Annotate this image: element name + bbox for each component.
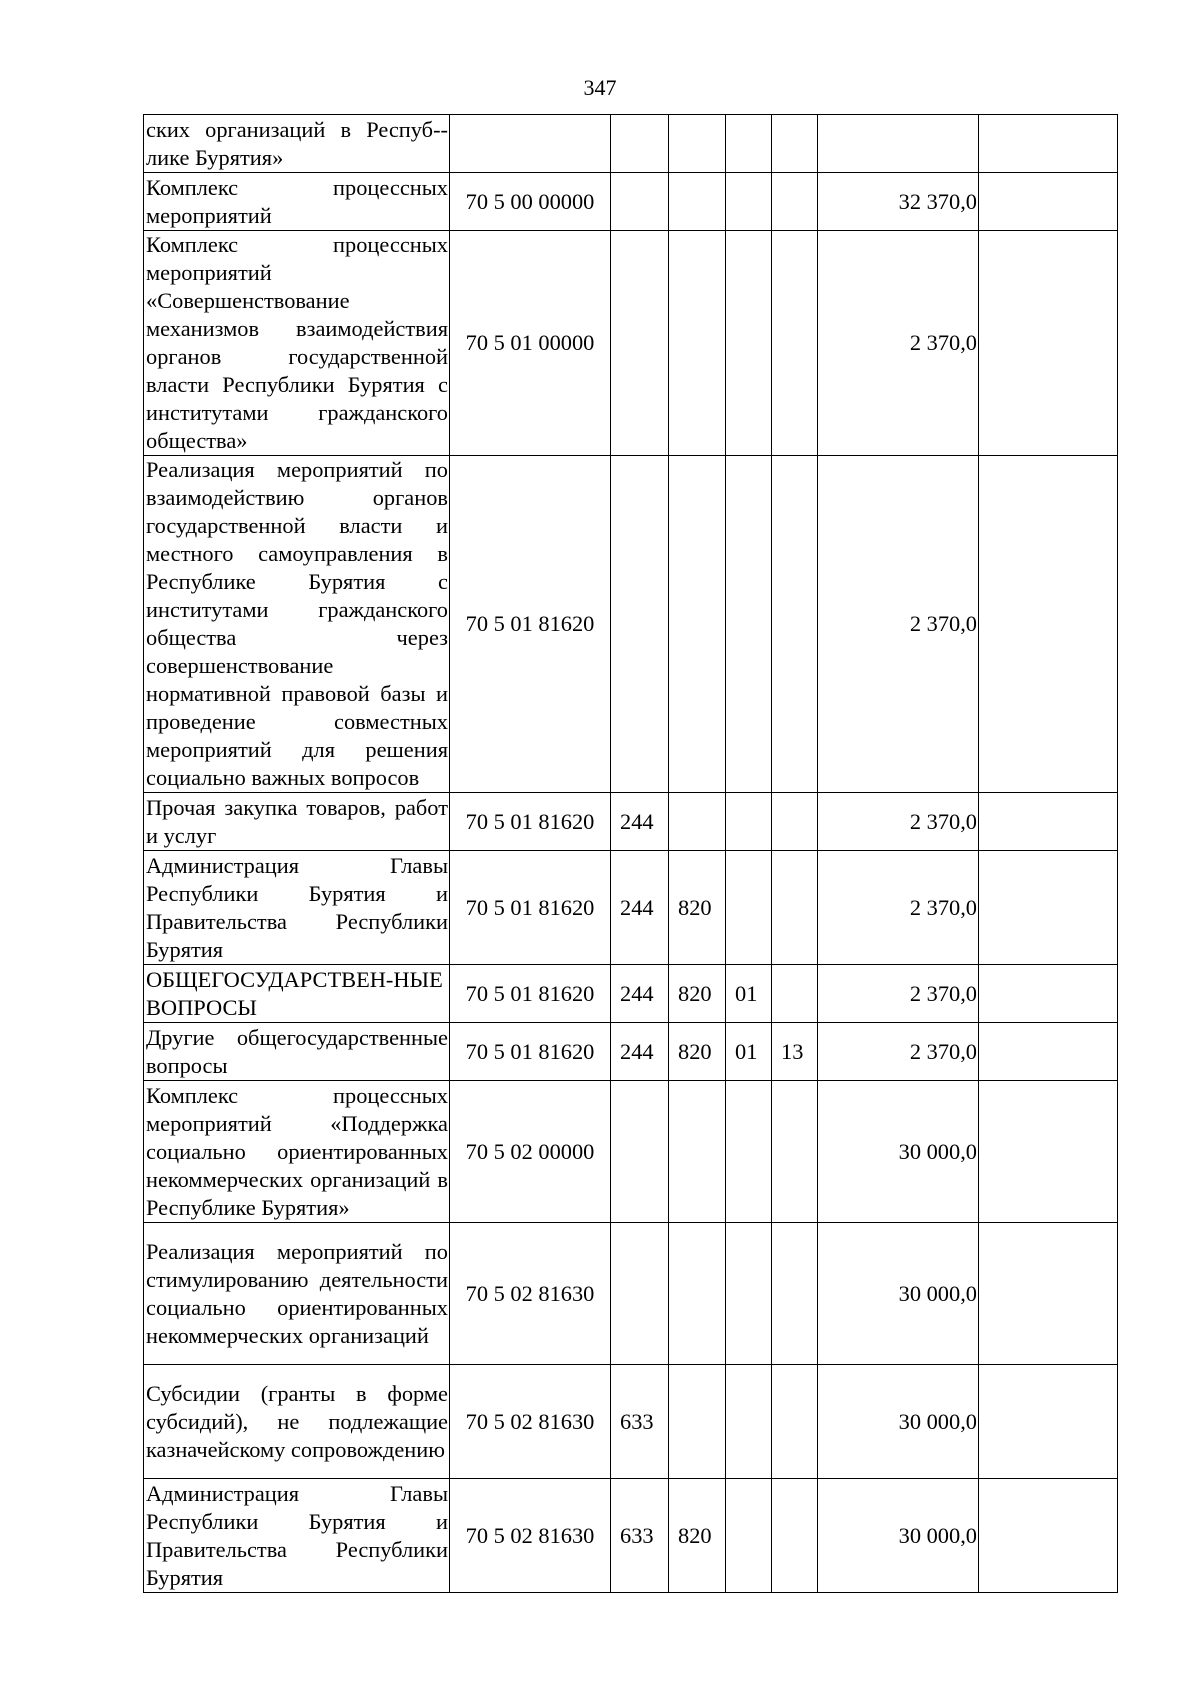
row-pr-cell <box>772 231 818 456</box>
row-rz-cell <box>726 173 772 231</box>
row-extra-cell <box>979 793 1118 851</box>
row-pr-cell <box>772 1479 818 1593</box>
table-row <box>144 1081 1118 1223</box>
row-rz-cell <box>726 231 772 456</box>
row-name-cell <box>144 965 450 1023</box>
row-name-cell <box>144 793 450 851</box>
row-grbs-cell: 820 <box>669 965 726 1023</box>
table-row <box>144 793 1118 851</box>
row-rz-cell <box>726 1365 772 1479</box>
row-vr-cell <box>611 231 669 456</box>
row-name: Реализация мероприятий по стимулированию деятельности социально ориентированных некоммерческих организаций <box>146 1238 448 1348</box>
row-grbs-cell <box>669 231 726 456</box>
row-name-cell <box>144 1365 450 1479</box>
row-pr-cell <box>772 456 818 793</box>
row-code-cell <box>450 115 611 173</box>
row-pr-cell <box>772 115 818 173</box>
row-amount-cell: 2 370,0 <box>818 965 979 1023</box>
page-number: 347 <box>583 75 617 100</box>
row-name-cell <box>144 456 450 793</box>
row-amount-cell: 2 370,0 <box>818 851 979 965</box>
row-extra-cell <box>979 1479 1118 1593</box>
row-vr-cell <box>611 1223 669 1365</box>
row-rz-cell: 01 <box>726 965 772 1023</box>
row-code-cell: 70 5 01 81620 <box>450 456 611 793</box>
row-name-cell <box>144 851 450 965</box>
row-code-cell: 70 5 02 00000 <box>450 1081 611 1223</box>
row-pr-cell <box>772 1365 818 1479</box>
row-extra-cell <box>979 173 1118 231</box>
row-extra-cell <box>979 1365 1118 1479</box>
table-row <box>144 456 1118 793</box>
row-name: Прочая закупка товаров, работ и услуг <box>146 794 448 848</box>
row-name: ОБЩЕГОСУДАРСТВЕН-НЫЕ ВОПРОСЫ <box>146 966 443 1020</box>
row-extra-cell <box>979 851 1118 965</box>
row-grbs-cell <box>669 793 726 851</box>
row-code-cell: 70 5 02 81630 <box>450 1223 611 1365</box>
row-extra-cell <box>979 965 1118 1023</box>
row-amount-cell: 2 370,0 <box>818 793 979 851</box>
row-grbs-cell: 820 <box>669 851 726 965</box>
table-row <box>144 1479 1118 1593</box>
row-name-cell <box>144 1081 450 1223</box>
row-code-cell: 70 5 01 81620 <box>450 793 611 851</box>
row-extra-cell <box>979 1081 1118 1223</box>
row-name: ских организаций в Респуб-лике Бурятия» <box>146 116 448 170</box>
budget-table <box>143 114 1118 1593</box>
row-name: Администрация Главы Республики Бурятия и Правительства Республики Бурятия <box>146 1480 448 1590</box>
row-vr-cell <box>611 1081 669 1223</box>
row-code-cell: 70 5 01 00000 <box>450 231 611 456</box>
table-row <box>144 851 1118 965</box>
row-grbs-cell: 820 <box>669 1023 726 1081</box>
table-row <box>144 173 1118 231</box>
row-grbs-cell <box>669 1081 726 1223</box>
row-grbs-cell <box>669 173 726 231</box>
row-name-cell <box>144 115 450 173</box>
row-rz-cell <box>726 851 772 965</box>
row-amount-cell: 30 000,0 <box>818 1081 979 1223</box>
row-name-cell <box>144 231 450 456</box>
row-rz-cell <box>726 793 772 851</box>
row-vr-cell: 244 <box>611 851 669 965</box>
row-name-cell <box>144 173 450 231</box>
row-extra-cell <box>979 231 1118 456</box>
row-extra-cell <box>979 1023 1118 1081</box>
row-extra-cell <box>979 1223 1118 1365</box>
row-code-cell: 70 5 00 00000 <box>450 173 611 231</box>
row-code-cell: 70 5 02 81630 <box>450 1479 611 1593</box>
row-name: Комплекс процессных мероприятий <box>146 174 448 228</box>
row-amount-cell: 32 370,0 <box>818 173 979 231</box>
table-row <box>144 1365 1118 1479</box>
row-vr-cell: 244 <box>611 965 669 1023</box>
row-vr-cell <box>611 115 669 173</box>
row-name-cell <box>144 1223 450 1365</box>
row-vr-cell <box>611 173 669 231</box>
row-name: Администрация Главы Республики Бурятия и Правительства Республики Бурятия <box>146 852 448 962</box>
budget-table-body <box>144 115 1118 1593</box>
row-pr-cell <box>772 793 818 851</box>
row-name: Комплекс процессных мероприятий «Совершенствование механизмов взаимодействия органов государственной власти Республики Бурятия с институтами гражданского общества» <box>146 232 448 453</box>
row-extra-cell <box>979 115 1118 173</box>
row-name: Комплекс процессных мероприятий «Поддержка социально ориентированных некоммерческих организаций в Республике Бурятия» <box>146 1082 448 1220</box>
row-pr-cell <box>772 1223 818 1365</box>
row-grbs-cell <box>669 115 726 173</box>
row-code-cell: 70 5 01 81620 <box>450 1023 611 1081</box>
row-name: Субсидии (гранты в форме субсидий), не подлежащие казначейскому сопровождению <box>146 1380 448 1462</box>
row-grbs-cell <box>669 1365 726 1479</box>
row-pr-cell <box>772 851 818 965</box>
row-name-cell <box>144 1479 450 1593</box>
row-name: Реализация мероприятий по взаимодействию органов государственной власти и местного самоуправления в Республике Бурятия с институтами гражданского общества через совершенствование нормативной правовой базы и проведение совместных мероприятий для решения социально важных вопросов <box>146 457 448 790</box>
row-code-cell: 70 5 01 81620 <box>450 851 611 965</box>
row-vr-cell: 244 <box>611 1023 669 1081</box>
row-rz-cell <box>726 1479 772 1593</box>
table-row <box>144 965 1118 1023</box>
row-grbs-cell: 820 <box>669 1479 726 1593</box>
row-extra-cell <box>979 456 1118 793</box>
row-amount-cell: 30 000,0 <box>818 1479 979 1593</box>
row-amount-cell: 30 000,0 <box>818 1223 979 1365</box>
row-code-cell: 70 5 01 81620 <box>450 965 611 1023</box>
row-rz-cell <box>726 115 772 173</box>
row-pr-cell <box>772 173 818 231</box>
row-vr-cell: 633 <box>611 1365 669 1479</box>
row-pr-cell <box>772 965 818 1023</box>
row-rz-cell <box>726 1223 772 1365</box>
row-name: Другие общегосударственные вопросы <box>146 1024 448 1078</box>
row-vr-cell <box>611 456 669 793</box>
row-amount-cell: 30 000,0 <box>818 1365 979 1479</box>
row-vr-cell: 244 <box>611 793 669 851</box>
row-name-cell <box>144 1023 450 1081</box>
table-row <box>144 115 1118 173</box>
row-pr-cell: 13 <box>772 1023 818 1081</box>
row-grbs-cell <box>669 456 726 793</box>
table-row <box>144 231 1118 456</box>
row-grbs-cell <box>669 1223 726 1365</box>
row-rz-cell <box>726 456 772 793</box>
row-amount-cell <box>818 115 979 173</box>
row-amount-cell: 2 370,0 <box>818 231 979 456</box>
row-amount-cell: 2 370,0 <box>818 1023 979 1081</box>
row-rz-cell: 01 <box>726 1023 772 1081</box>
row-pr-cell <box>772 1081 818 1223</box>
row-vr-cell: 633 <box>611 1479 669 1593</box>
table-row <box>144 1223 1118 1365</box>
row-rz-cell <box>726 1081 772 1223</box>
row-amount-cell: 2 370,0 <box>818 456 979 793</box>
row-code-cell: 70 5 02 81630 <box>450 1365 611 1479</box>
table-row <box>144 1023 1118 1081</box>
